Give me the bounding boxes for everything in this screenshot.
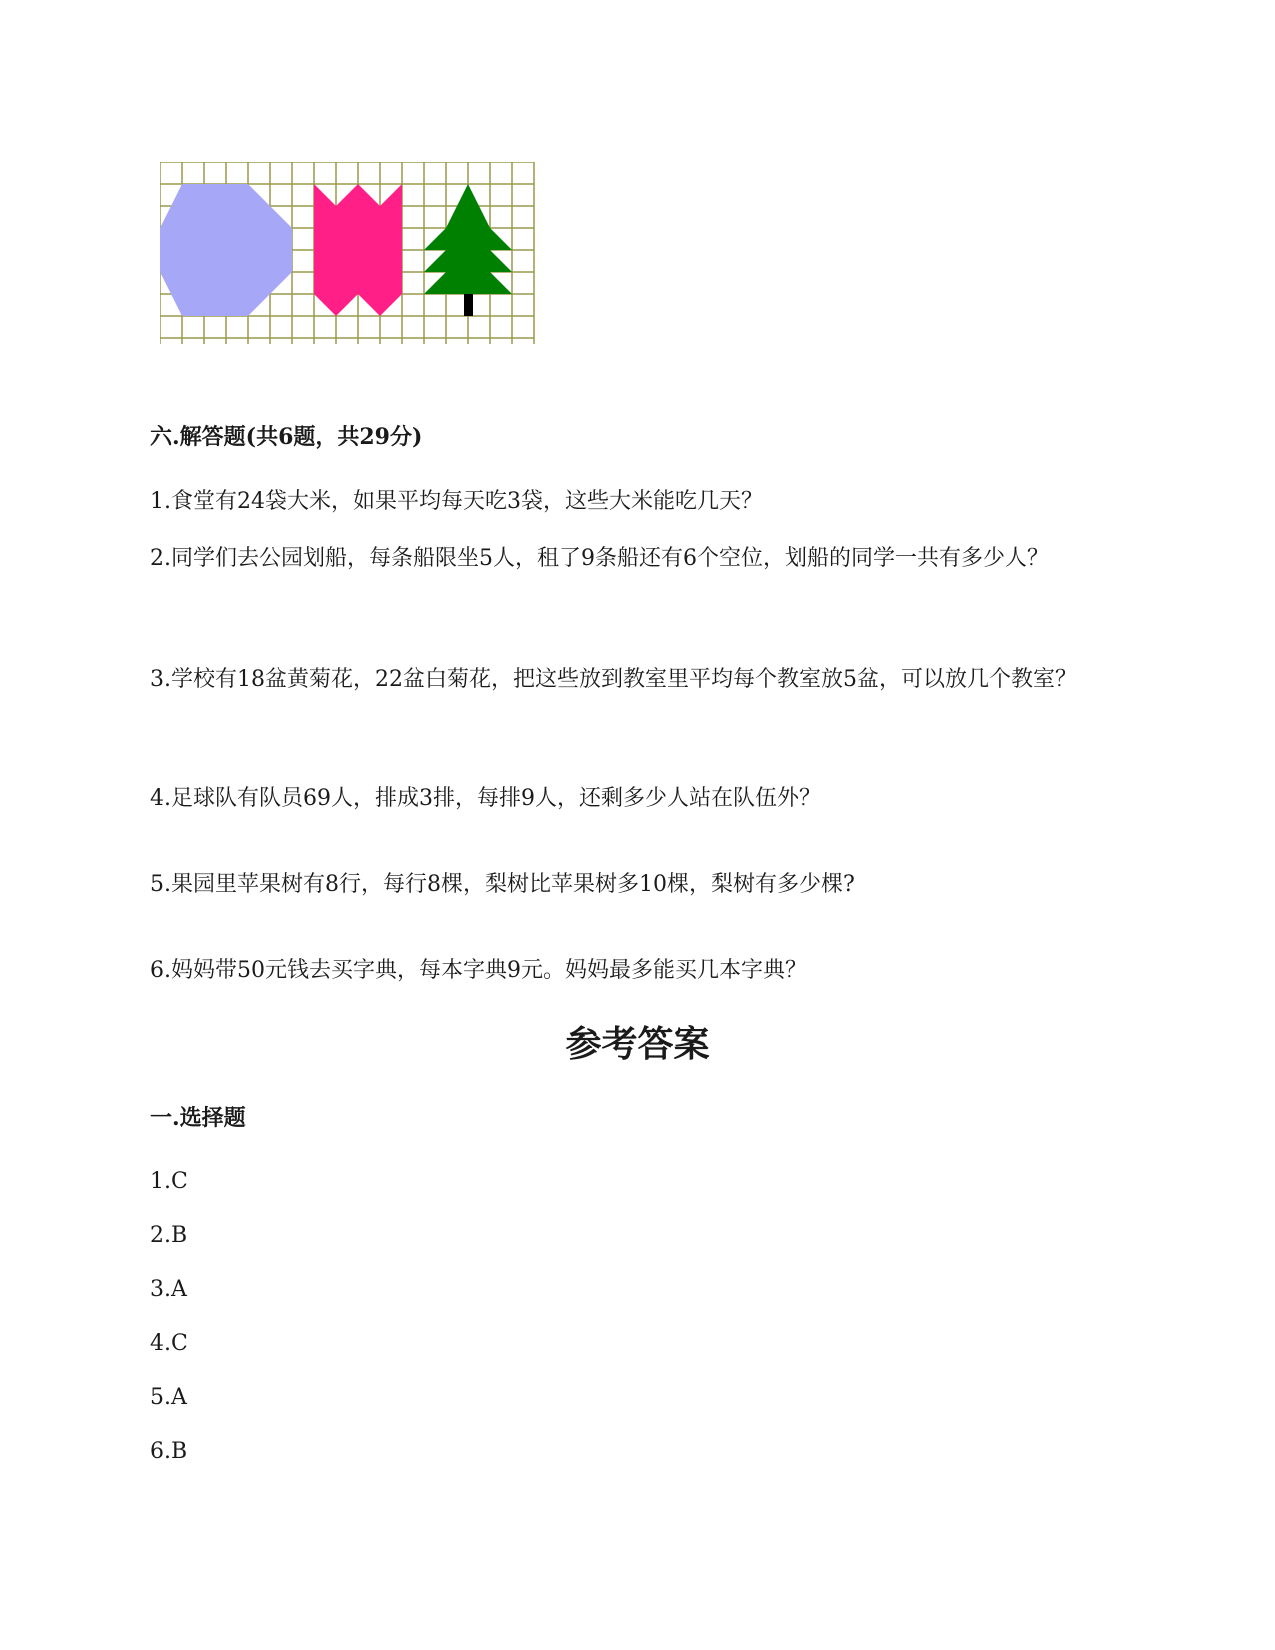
question-1: 1.食堂有24袋大米，如果平均每天吃3袋，这些大米能吃几天？: [150, 489, 763, 514]
question-3: 3.学校有18盆黄菊花，22盆白菊花，把这些放到教室里平均每个教室放5盆，可以放几个教室？: [150, 667, 1077, 692]
answer-item: 4.C: [150, 1331, 188, 1356]
answer-section-title: 一.选择题: [150, 1105, 246, 1131]
tree-shape: [424, 184, 512, 316]
question-6: 6.妈妈带50元钱去买字典，每本字典9元。妈妈最多能买几本字典？: [150, 958, 807, 983]
tree-trunk: [464, 294, 473, 316]
answer-item: 1.C: [150, 1169, 188, 1194]
octagon-shape: [160, 184, 292, 316]
answer-item: 3.A: [150, 1277, 187, 1302]
question-4: 4.足球队有队员69人，排成3排，每排9人，还剩多少人站在队伍外？: [150, 786, 821, 811]
question-5: 5.果园里苹果树有8行，每行8棵，梨树比苹果树多10棵，梨树有多少棵?: [150, 872, 855, 897]
question-2: 2.同学们去公园划船，每条船限坐5人，租了9条船还有6个空位，划船的同学一共有多少人？: [150, 546, 1049, 571]
section-title: 六.解答题(共6题，共29分): [150, 424, 423, 450]
answer-item: 2.B: [150, 1223, 188, 1248]
answer-heading: 参考答案: [565, 1023, 710, 1065]
answer-item: 6.B: [150, 1439, 188, 1464]
answer-item: 5.A: [150, 1385, 187, 1410]
grid-figure: [160, 162, 537, 344]
